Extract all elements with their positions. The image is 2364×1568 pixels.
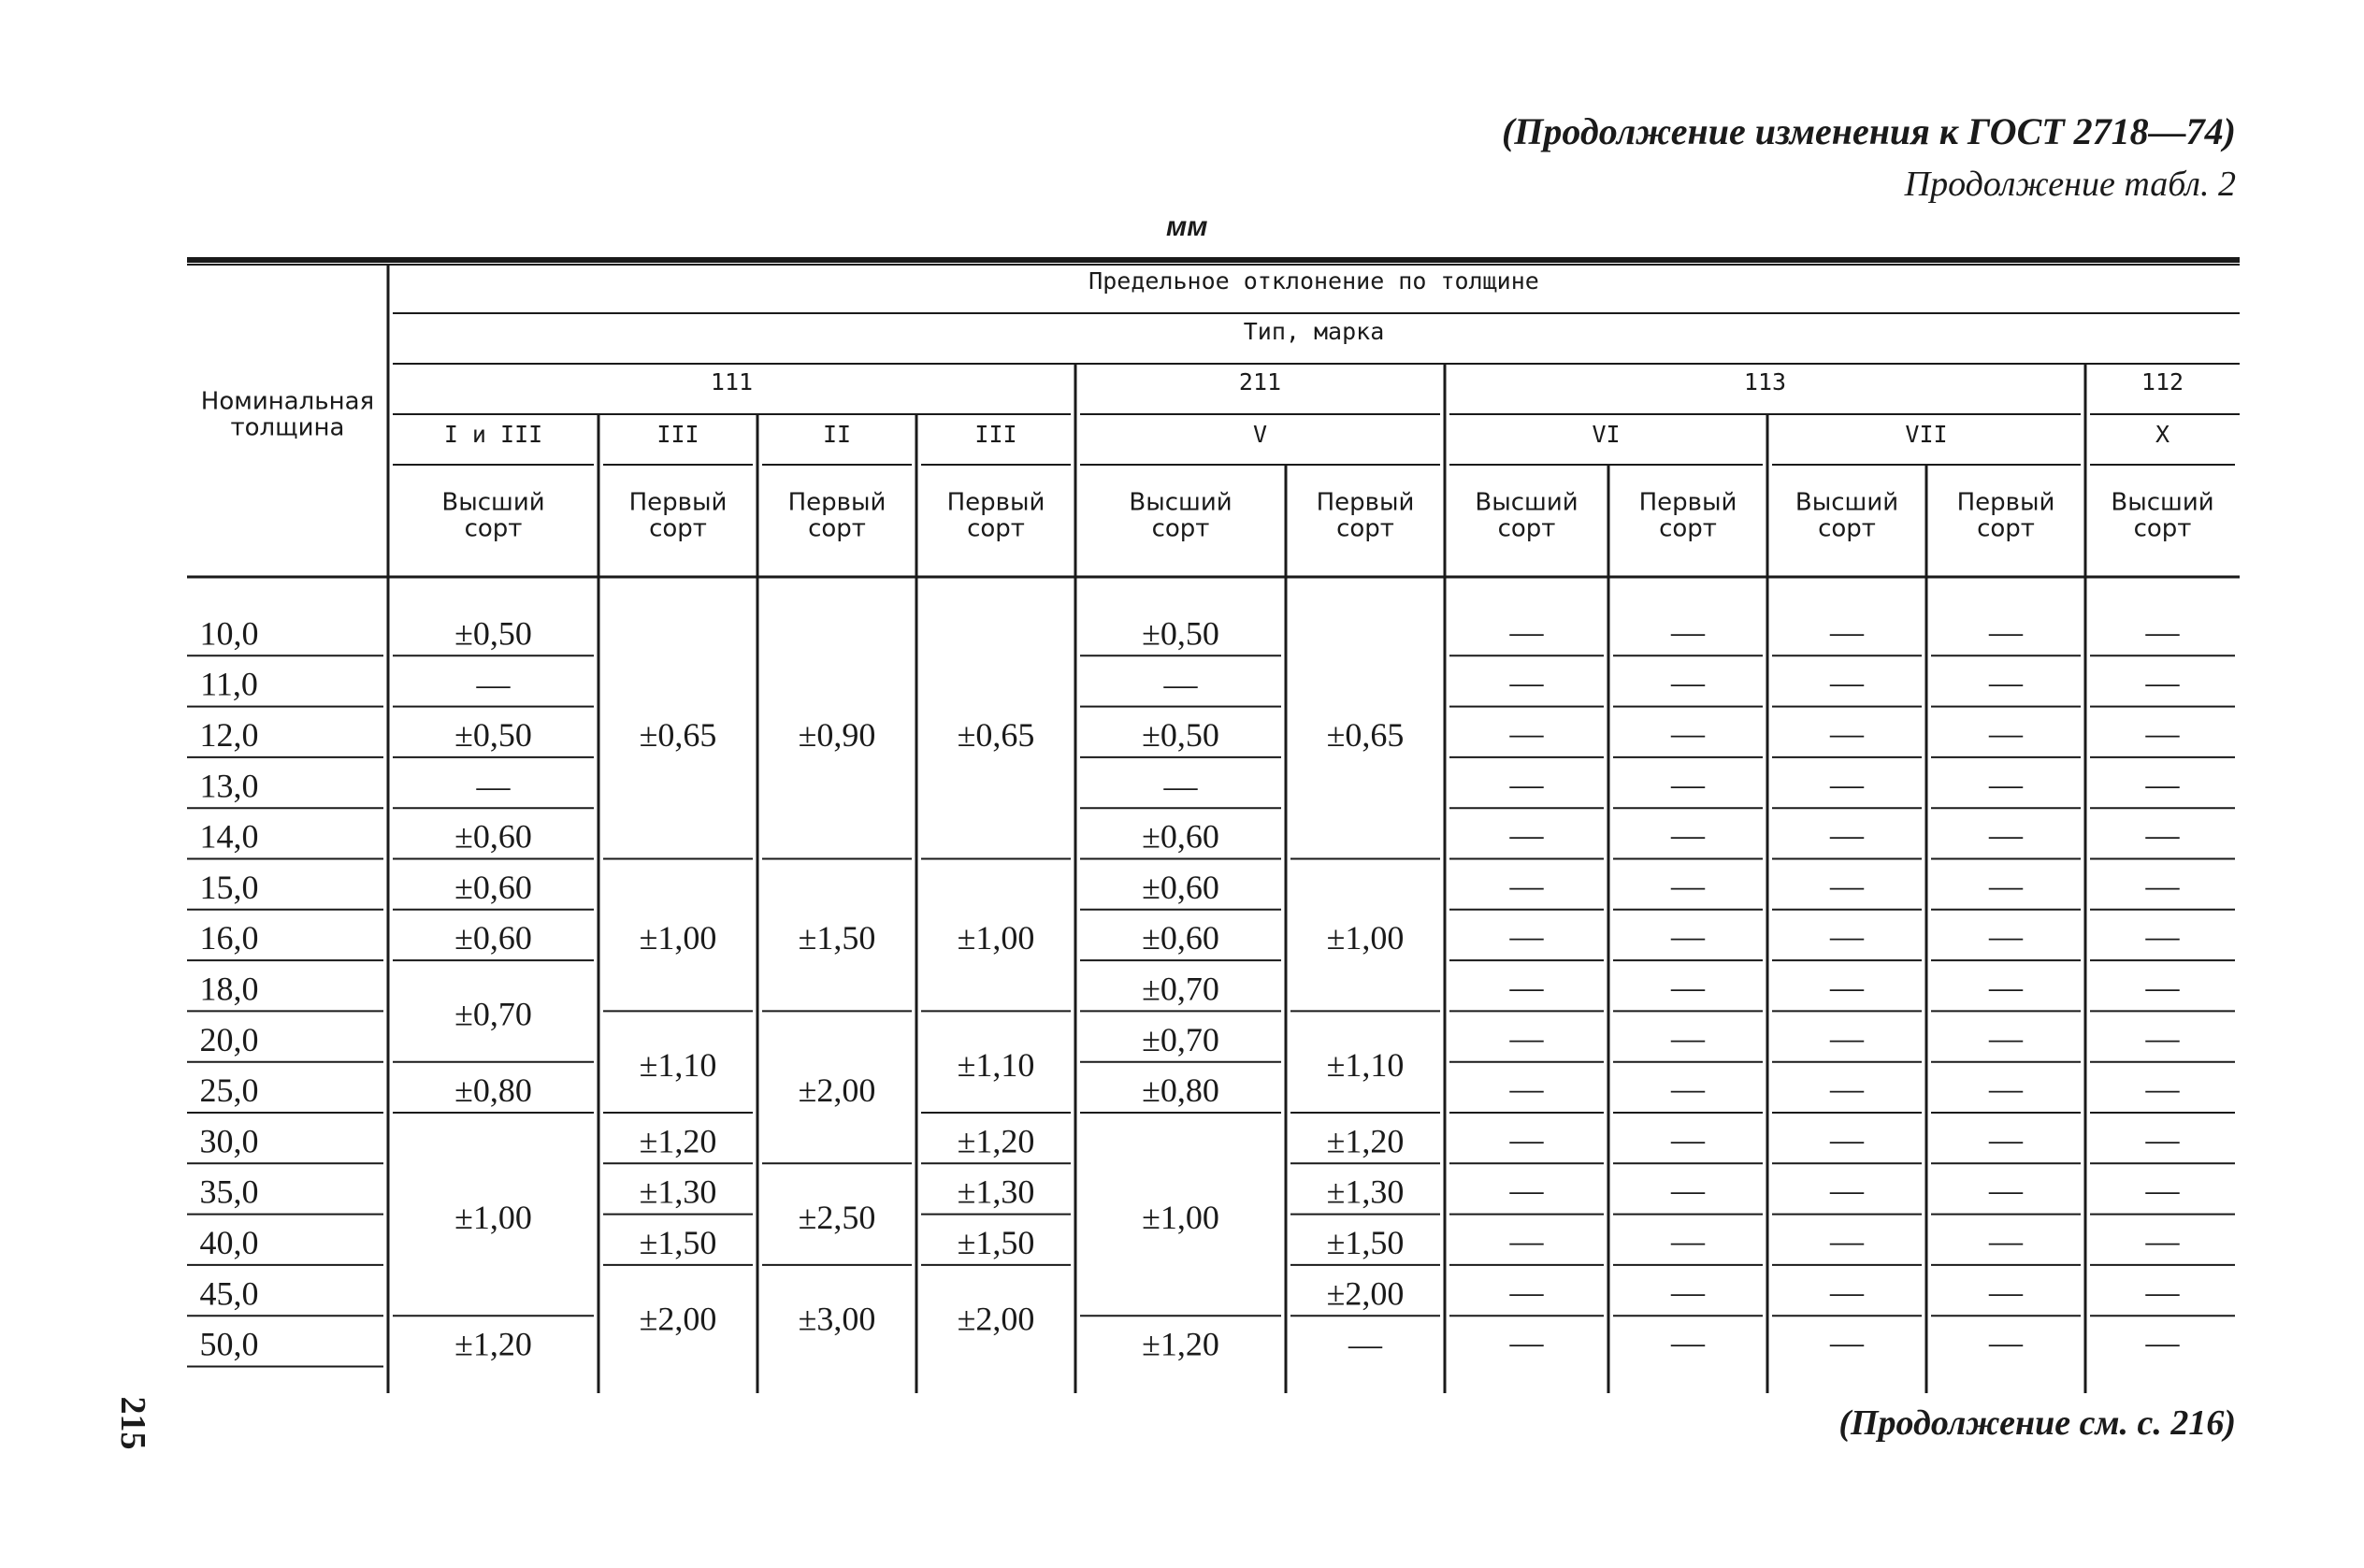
deviation-value: ±1,20 xyxy=(957,1122,1035,1160)
deviation-value: ±1,20 xyxy=(639,1122,717,1160)
empty-value: — xyxy=(1989,612,2023,651)
empty-value: — xyxy=(1509,866,1544,904)
thickness-value: 25,0 xyxy=(199,1072,259,1110)
deviation-value: ±0,70 xyxy=(1142,970,1219,1008)
sort-label: Первый xyxy=(1316,488,1415,517)
empty-value: — xyxy=(1509,1323,1544,1361)
empty-value: — xyxy=(1989,968,2023,1006)
type-label: 112 xyxy=(2141,368,2184,396)
sort-label: сорт xyxy=(808,514,866,543)
deviation-value: ±0,50 xyxy=(454,614,532,653)
sort-label: сорт xyxy=(649,514,707,543)
type-label: 211 xyxy=(1238,368,1282,396)
sort-label: сорт xyxy=(1497,514,1556,543)
empty-value: — xyxy=(1671,663,1705,701)
empty-value: — xyxy=(1671,1222,1705,1260)
page-number: 215 xyxy=(113,1396,152,1450)
empty-value: — xyxy=(1671,1120,1705,1158)
sort-label: сорт xyxy=(464,514,523,543)
deviation-value: ±1,00 xyxy=(1326,919,1405,957)
sort-label: сорт xyxy=(1977,514,2035,543)
thickness-value: 11,0 xyxy=(200,665,258,703)
deviation-value: ±0,65 xyxy=(1326,716,1405,755)
type-label: 113 xyxy=(1743,368,1787,396)
grade-label: III xyxy=(656,421,699,448)
empty-value: — xyxy=(1509,815,1544,854)
sort-label: сорт xyxy=(2133,514,2192,543)
deviation-value: ±0,60 xyxy=(1142,817,1219,856)
deviation-value: ±1,10 xyxy=(1326,1045,1405,1084)
thickness-value: 10,0 xyxy=(199,614,259,653)
grade-label: X xyxy=(2155,421,2170,448)
empty-value: — xyxy=(2145,1222,2180,1260)
empty-value: — xyxy=(2145,1070,2180,1108)
empty-value: — xyxy=(1830,1070,1864,1108)
empty-value: — xyxy=(1989,1171,2023,1209)
thickness-value: 20,0 xyxy=(199,1020,259,1058)
thickness-value: 14,0 xyxy=(199,817,259,856)
sort-label: Высший xyxy=(1475,488,1578,517)
type-header: Тип, марка xyxy=(1243,318,1385,345)
empty-value: — xyxy=(1509,663,1544,701)
empty-value: — xyxy=(1509,1222,1544,1260)
empty-value: — xyxy=(1989,866,2023,904)
deviation-value: ±1,20 xyxy=(454,1325,532,1363)
deviation-value: ±1,00 xyxy=(957,919,1035,957)
empty-value: — xyxy=(1830,866,1864,904)
deviation-value: ±0,50 xyxy=(1142,716,1219,755)
empty-value: — xyxy=(1671,765,1705,803)
deviation-value: ±0,60 xyxy=(1142,919,1219,957)
grade-label: II xyxy=(822,421,852,448)
thickness-value: 35,0 xyxy=(199,1172,259,1211)
deviation-value: — xyxy=(1163,767,1198,805)
empty-value: — xyxy=(1830,815,1864,854)
deviation-header: Предельное отклонение по толщине xyxy=(1088,267,1539,295)
empty-value: — xyxy=(2145,765,2180,803)
deviation-value: ±1,00 xyxy=(454,1198,532,1236)
sort-label: сорт xyxy=(1336,514,1394,543)
deviation-value: — xyxy=(1348,1325,1382,1363)
deviation-value: ±1,50 xyxy=(957,1224,1035,1262)
empty-value: — xyxy=(1989,1273,2023,1311)
empty-value: — xyxy=(1830,968,1864,1006)
thickness-value: 18,0 xyxy=(199,970,259,1008)
empty-value: — xyxy=(1509,1070,1544,1108)
empty-value: — xyxy=(1671,968,1705,1006)
sort-label: сорт xyxy=(967,514,1025,543)
deviation-value: ±1,30 xyxy=(957,1172,1035,1211)
sort-label: сорт xyxy=(1659,514,1717,543)
empty-value: — xyxy=(1830,917,1864,956)
deviation-value: ±0,90 xyxy=(798,716,876,755)
deviation-value: ±3,00 xyxy=(798,1300,876,1338)
sort-label: Первый xyxy=(628,488,728,517)
table-continuation-label: Продолжение табл. 2 xyxy=(1904,165,2236,204)
thickness-value: 40,0 xyxy=(199,1224,259,1262)
empty-value: — xyxy=(1509,1018,1544,1057)
sort-label: Высший xyxy=(2111,488,2214,517)
thickness-value: 50,0 xyxy=(199,1325,259,1363)
thickness-value: 15,0 xyxy=(199,868,259,906)
empty-value: — xyxy=(1509,765,1544,803)
deviation-value: ±1,50 xyxy=(639,1224,717,1262)
deviation-value: ±2,50 xyxy=(798,1198,876,1236)
empty-value: — xyxy=(1989,714,2023,753)
deviation-value: ±0,65 xyxy=(639,716,717,755)
sort-label: Высший xyxy=(1129,488,1232,517)
sort-label: Первый xyxy=(787,488,886,517)
empty-value: — xyxy=(1671,1171,1705,1209)
deviation-value: ±1,50 xyxy=(1326,1224,1405,1262)
grade-label: VII xyxy=(1905,421,1948,448)
sort-label: Первый xyxy=(1956,488,2055,517)
sort-label: сорт xyxy=(1151,514,1210,543)
deviation-value: ±1,30 xyxy=(1326,1172,1405,1211)
empty-value: — xyxy=(1989,815,2023,854)
empty-value: — xyxy=(2145,612,2180,651)
thickness-value: 30,0 xyxy=(199,1122,259,1160)
empty-value: — xyxy=(1671,1018,1705,1057)
empty-value: — xyxy=(1989,1323,2023,1361)
deviation-value: ±1,10 xyxy=(639,1045,717,1084)
empty-value: — xyxy=(2145,1120,2180,1158)
deviation-value: ±0,80 xyxy=(454,1072,532,1110)
sort-label: Первый xyxy=(946,488,1045,517)
empty-value: — xyxy=(1671,612,1705,651)
deviation-value: ±0,60 xyxy=(454,817,532,856)
empty-value: — xyxy=(1671,1323,1705,1361)
empty-value: — xyxy=(1830,765,1864,803)
empty-value: — xyxy=(1671,1070,1705,1108)
deviation-value: ±0,80 xyxy=(1142,1072,1219,1110)
thickness-value: 16,0 xyxy=(199,919,259,957)
grade-label: III xyxy=(974,421,1017,448)
sort-label: Первый xyxy=(1638,488,1737,517)
deviation-value: ±0,60 xyxy=(454,868,532,906)
empty-value: — xyxy=(1509,1273,1544,1311)
empty-value: — xyxy=(1509,714,1544,753)
empty-value: — xyxy=(1989,1120,2023,1158)
deviation-value: ±2,00 xyxy=(957,1300,1035,1338)
deviation-value: ±1,20 xyxy=(1142,1325,1219,1363)
empty-value: — xyxy=(1671,1273,1705,1311)
thickness-value: 45,0 xyxy=(199,1274,259,1313)
deviation-value: — xyxy=(1163,665,1198,703)
deviation-value: ±1,00 xyxy=(639,919,717,957)
deviation-value: ±2,00 xyxy=(639,1300,717,1338)
empty-value: — xyxy=(1830,1120,1864,1158)
deviation-value: ±0,50 xyxy=(1142,614,1219,653)
empty-value: — xyxy=(1509,917,1544,956)
unit-label: мм xyxy=(1166,211,1208,242)
empty-value: — xyxy=(1830,1273,1864,1311)
empty-value: — xyxy=(2145,1273,2180,1311)
empty-value: — xyxy=(2145,968,2180,1006)
empty-value: — xyxy=(2145,815,2180,854)
empty-value: — xyxy=(1671,714,1705,753)
empty-value: — xyxy=(1830,1222,1864,1260)
type-label: 111 xyxy=(710,368,754,396)
deviation-value: ±0,60 xyxy=(1142,868,1219,906)
deviation-value: ±0,60 xyxy=(454,919,532,957)
empty-value: — xyxy=(1830,663,1864,701)
deviation-value: ±0,65 xyxy=(957,716,1035,755)
empty-value: — xyxy=(1509,968,1544,1006)
empty-value: — xyxy=(1989,1070,2023,1108)
empty-value: — xyxy=(2145,1171,2180,1209)
grade-label: I и III xyxy=(443,421,543,448)
thickness-value: 12,0 xyxy=(199,716,259,755)
grade-label: VI xyxy=(1592,421,1621,448)
thickness-value: 13,0 xyxy=(199,767,259,805)
deviation-value: ±1,50 xyxy=(798,919,876,957)
deviation-value: — xyxy=(476,767,511,805)
empty-value: — xyxy=(1509,1120,1544,1158)
empty-value: — xyxy=(1830,1323,1864,1361)
sort-label: Высший xyxy=(441,488,545,517)
empty-value: — xyxy=(1671,815,1705,854)
sort-label: сорт xyxy=(1818,514,1876,543)
continuation-title: (Продолжение изменения к ГОСТ 2718—74) xyxy=(1501,110,2236,152)
empty-value: — xyxy=(2145,1018,2180,1057)
empty-value: — xyxy=(2145,917,2180,956)
deviation-value: ±1,20 xyxy=(1326,1122,1405,1160)
deviation-value: ±2,00 xyxy=(1326,1274,1405,1313)
empty-value: — xyxy=(1830,714,1864,753)
empty-value: — xyxy=(2145,866,2180,904)
empty-value: — xyxy=(1989,1018,2023,1057)
deviation-value: ±2,00 xyxy=(798,1072,876,1110)
empty-value: — xyxy=(1989,917,2023,956)
empty-value: — xyxy=(1989,663,2023,701)
deviation-value: — xyxy=(476,665,511,703)
deviation-value: ±0,50 xyxy=(454,716,532,755)
deviation-value: ±0,70 xyxy=(1142,1020,1219,1058)
empty-value: — xyxy=(1509,612,1544,651)
empty-value: — xyxy=(2145,663,2180,701)
sort-label: Высший xyxy=(1795,488,1899,517)
deviation-value: ±1,10 xyxy=(957,1045,1035,1084)
footer-continuation: (Продолжение см. с. 216) xyxy=(1838,1403,2236,1443)
empty-value: — xyxy=(2145,1323,2180,1361)
grade-label: V xyxy=(1252,421,1268,448)
deviation-value: ±1,00 xyxy=(1142,1198,1219,1236)
empty-value: — xyxy=(1989,1222,2023,1260)
empty-value: — xyxy=(1671,866,1705,904)
empty-value: — xyxy=(1509,1171,1544,1209)
empty-value: — xyxy=(1830,1018,1864,1057)
empty-value: — xyxy=(1671,917,1705,956)
row-header: толщина xyxy=(230,413,345,442)
empty-value: — xyxy=(1989,765,2023,803)
row-header: Номинальная xyxy=(200,387,375,416)
empty-value: — xyxy=(1830,1171,1864,1209)
deviation-value: ±1,30 xyxy=(639,1172,717,1211)
empty-value: — xyxy=(1830,612,1864,651)
deviation-value: ±0,70 xyxy=(454,995,532,1033)
empty-value: — xyxy=(2145,714,2180,753)
